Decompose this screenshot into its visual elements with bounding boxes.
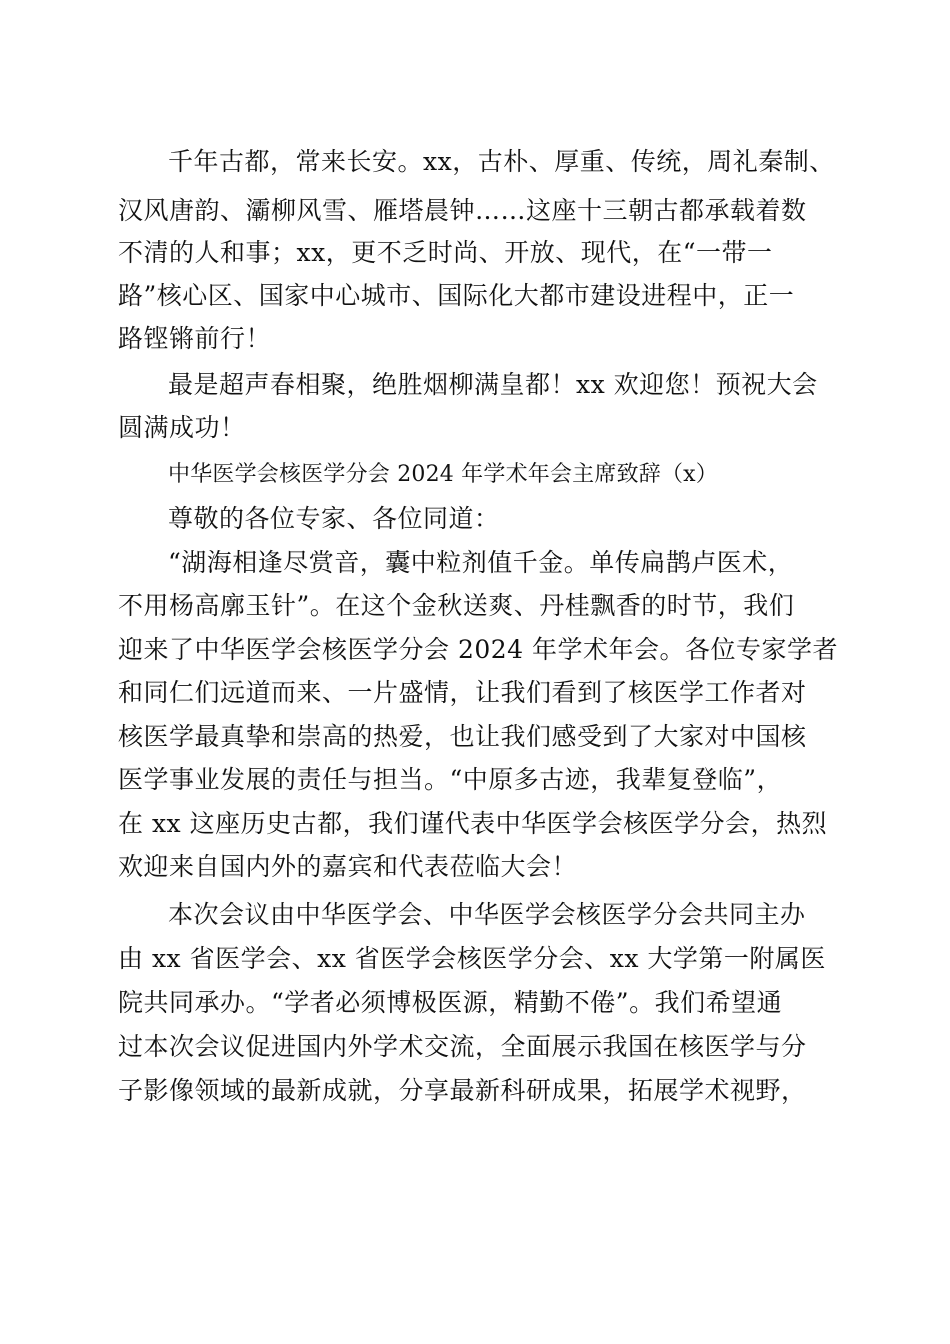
paragraph-4-line-4: 过本次会议促进国内外学术交流，全面展示我国在核医学与分 xyxy=(118,1032,807,1061)
paragraph-3-line-6: 医学事业发展的责任与担当。“中原多古迹，我辈复登临”， xyxy=(118,765,783,794)
paragraph-1-line-4: 路”核心区、国家中心城市、国际化大都市建设进程中，正一 xyxy=(118,281,795,310)
paragraph-1-line-1: 千年古都，常来长安。xx，古朴、厚重、传统，周礼秦制、 xyxy=(168,147,835,176)
paragraph-3-line-1: “湖海相逢尽赏音，囊中粒剂值千金。单传扁鹊卢医术， xyxy=(168,548,794,577)
paragraph-4-line-2: 由 xx 省医学会、xx 省医学会核医学分会、xx 大学第一附属医 xyxy=(118,944,826,973)
paragraph-1-line-2: 汉风唐韵、灞柳风雪、雁塔晨钟……这座十三朝古都承载着数 xyxy=(118,196,807,225)
paragraph-4-line-1: 本次会议由中华医学会、中华医学会核医学分会共同主办 xyxy=(168,900,806,929)
paragraph-4-line-3: 院共同承办。“学者必须博极医源，精勤不倦”。我们希望通 xyxy=(118,988,783,1017)
paragraph-3-line-3: 迎来了中华医学会核医学分会 2024 年学术年会。各位专家学者 xyxy=(118,635,839,664)
paragraph-2-line-1: 最是超声春相聚，绝胜烟柳满皇都！xx 欢迎您！预祝大会 xyxy=(168,370,818,399)
paragraph-2-line-2: 圆满成功！ xyxy=(118,413,246,442)
paragraph-1-line-3: 不清的人和事；xx，更不乏时尚、开放、现代，在“一带一 xyxy=(118,238,773,267)
paragraph-3-line-5: 核医学最真挚和崇高的热爱，也让我们感受到了大家对中国核 xyxy=(118,722,807,751)
paragraph-3-line-4: 和同仁们远道而来、一片盛情，让我们看到了核医学工作者对 xyxy=(118,678,807,707)
paragraph-3-line-7: 在 xx 这座历史古都，我们谨代表中华医学会核医学分会，热烈 xyxy=(118,809,828,838)
speech-title: 中华医学会核医学分会 2024 年学术年会主席致辞（x） xyxy=(168,462,718,487)
salutation: 尊敬的各位专家、各位同道： xyxy=(168,504,500,533)
paragraph-3-line-8: 欢迎来自国内外的嘉宾和代表莅临大会！ xyxy=(118,852,578,881)
paragraph-1-line-5: 路铿锵前行！ xyxy=(118,324,272,353)
paragraph-4-line-5: 子影像领域的最新成就，分享最新科研成果，拓展学术视野， xyxy=(118,1076,807,1105)
paragraph-3-line-2: 不用杨高廓玉针”。在这个金秋送爽、丹桂飘香的时节，我们 xyxy=(118,591,795,620)
